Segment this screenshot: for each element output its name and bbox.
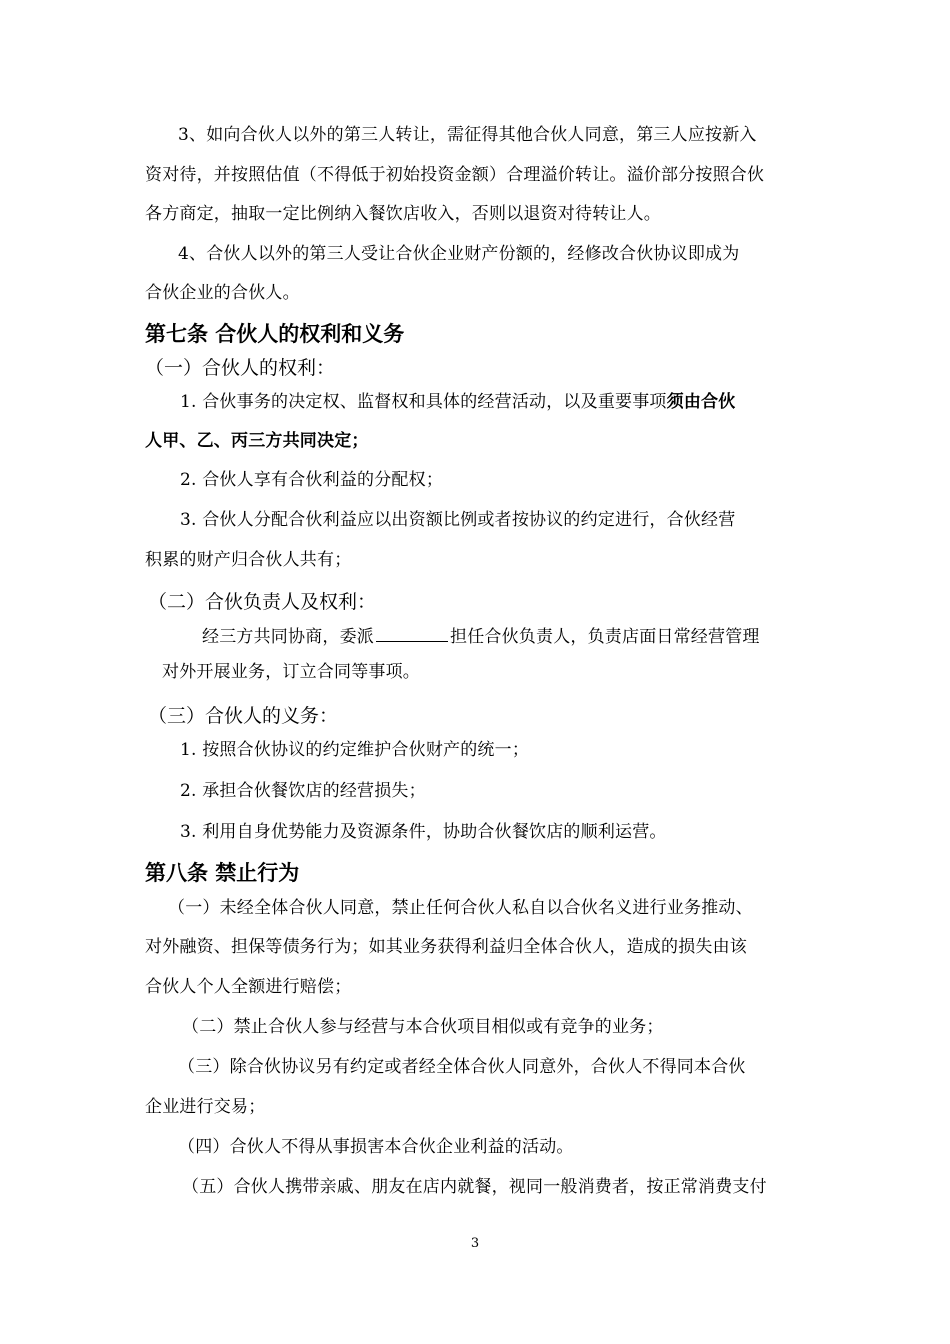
- prohibition-3-line-1: （三）除合伙协议另有约定或者经全体合伙人同意外，合伙人不得同本合伙: [178, 1057, 746, 1077]
- prohibition-5-line-1: （五）合伙人携带亲戚、朋友在店内就餐，视同一般消费者，按正常消费支付: [182, 1177, 767, 1197]
- section-2-heading: （二）合伙负责人及权利：: [148, 591, 377, 613]
- article-7-heading: 第七条 合伙人的权利和义务: [145, 322, 405, 346]
- paragraph-4-line-2: 合伙企业的合伙人。: [145, 283, 300, 303]
- rights-item-1-bold: 须由合伙: [666, 392, 736, 412]
- rights-item-1-line-1: [180, 391, 735, 413]
- rights-item-1-text: 1. 合伙事务的决定权、监督权和具体的经营活动，以及重要事项: [180, 392, 667, 412]
- rights-item-3-line-1: 3. 合伙人分配合伙利益应以出资额比例或者按协议的约定进行，合伙经营: [180, 510, 736, 530]
- page-number: 3: [470, 1236, 480, 1251]
- prohibition-1-line-1: （一）未经全体合伙人同意，禁止任何合伙人私自以合伙名义进行业务推动、: [168, 898, 753, 918]
- prohibition-1-line-3: 合伙人个人全额进行赔偿；: [145, 977, 352, 997]
- section-2-text-after: 担任合伙负责人，负责店面日常经营管理: [450, 627, 760, 647]
- prohibition-4: （四）合伙人不得从事损害本合伙企业利益的活动。: [178, 1137, 574, 1157]
- article-8-heading: 第八条 禁止行为: [145, 861, 300, 885]
- prohibition-2: （二）禁止合伙人参与经营与本合伙项目相似或有竞争的业务；: [182, 1017, 664, 1037]
- section-3-heading: （三）合伙人的义务：: [148, 705, 339, 727]
- duties-item-3: 3. 利用自身优势能力及资源条件，协助合伙餐饮店的顺利运营。: [180, 822, 667, 842]
- section-1-heading: （一）合伙人的权利：: [145, 357, 336, 379]
- rights-item-2: 2. 合伙人享有合伙利益的分配权；: [180, 470, 444, 490]
- prohibition-1-line-2: 对外融资、担保等债务行为；如其业务获得利益归全体合伙人，造成的损失由该: [145, 937, 747, 957]
- paragraph-3-line-1: 3、如向合伙人以外的第三人转让，需征得其他合伙人同意，第三人应按新入: [178, 125, 757, 145]
- paragraph-3-line-3: 各方商定，抽取一定比例纳入餐饮店收入，否则以退资对待转让人。: [145, 204, 661, 224]
- rights-item-1-line-2: 人甲、乙、丙三方共同决定；: [145, 431, 369, 451]
- paragraph-4-line-1: 4、合伙人以外的第三人受让合伙企业财产份额的，经修改合伙协议即成为: [178, 244, 740, 264]
- rights-item-3-line-2: 积累的财产归合伙人共有；: [145, 550, 352, 570]
- section-2-line-1: [202, 625, 760, 648]
- section-2-text-before: 经三方共同协商，委派: [202, 627, 374, 647]
- duties-item-2: 2. 承担合伙餐饮店的经营损失；: [180, 781, 426, 801]
- duties-item-1: 1. 按照合伙协议的约定维护合伙财产的统一；: [180, 740, 530, 760]
- prohibition-3-line-2: 企业进行交易；: [145, 1097, 266, 1117]
- paragraph-3-line-2: 资对待，并按照估值（不得低于初始投资金额）合理溢价转让。溢价部分按照合伙: [145, 165, 765, 185]
- name-blank-underline: [376, 625, 448, 642]
- section-2-line-2: 对外开展业务，订立合同等事项。: [162, 662, 420, 682]
